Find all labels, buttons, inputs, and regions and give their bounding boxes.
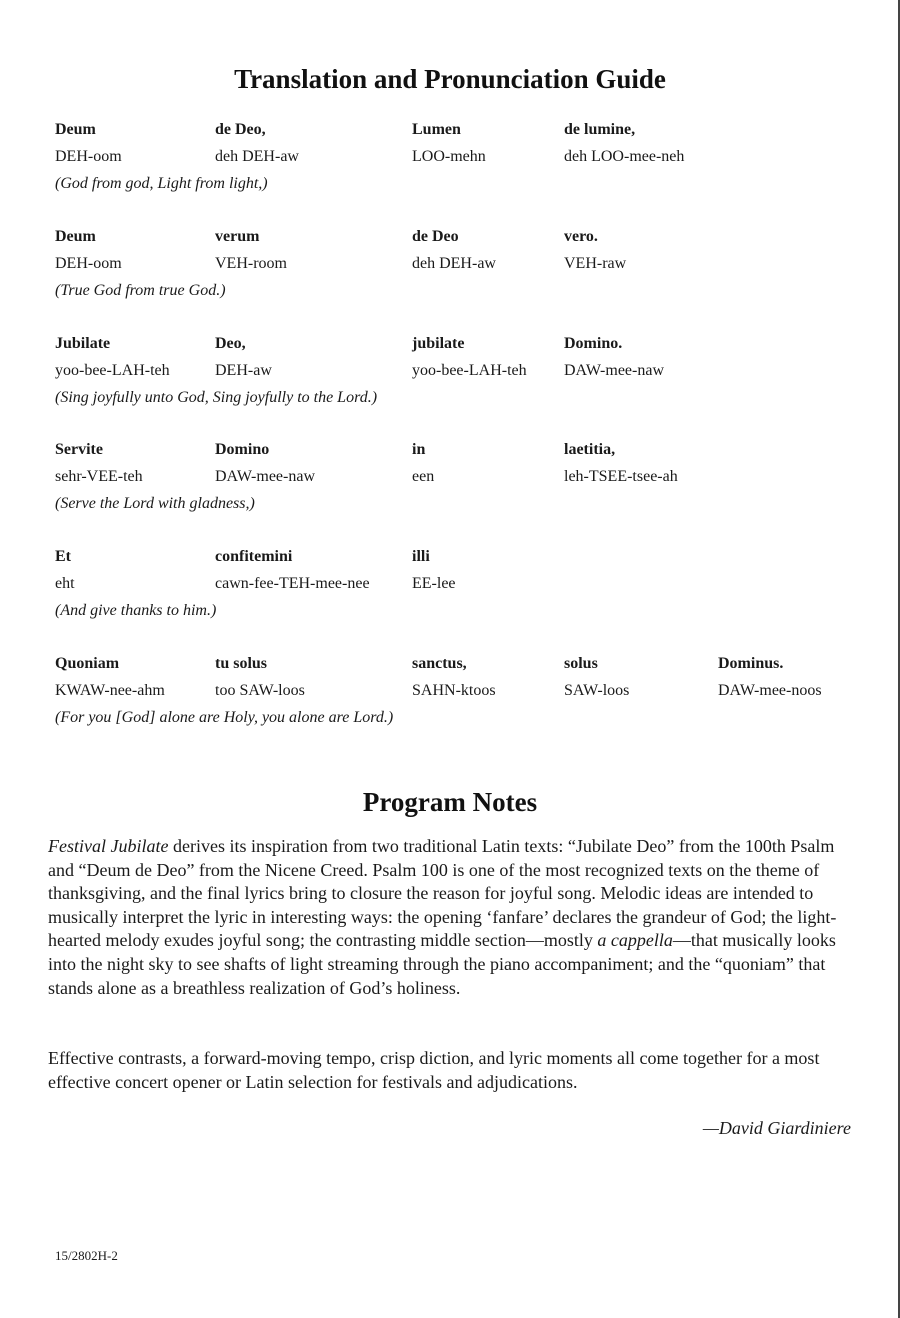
latin-word: Deum <box>55 228 96 245</box>
author-signature: —David Giardiniere <box>702 1118 851 1138</box>
latin-word: illi <box>412 548 430 565</box>
stanza-3 <box>55 335 875 415</box>
word-row <box>55 441 875 468</box>
translation: (And give thanks to him.) <box>55 602 217 619</box>
translation: (God from god, Light from light,) <box>55 175 268 192</box>
pronunciation: deh DEH-aw <box>215 148 299 165</box>
pronunciation: cawn-fee-TEH-mee-nee <box>215 575 370 592</box>
latin-word: solus <box>564 655 598 672</box>
notes-text: derives its inspiration from two traditional Latin texts: “Jubilate Deo” from the 100th Psalm and “Deum de Deo” from the Nicene Creed. Psalm 100 is one of the most recognized texts on the theme of thanksgiving, and the final lyrics bring to closure the reason for joyful song. Melodic ideas are intended to musically interpret the lyric in interesting ways: the opening ‘fanfare’ declares the grandeur of God; the light-hearted melody exudes joyful song; the contrasting middle section—mostly <box>48 836 837 951</box>
latin-word: Servite <box>55 441 103 458</box>
latin-word: Deo, <box>215 335 246 352</box>
translation: (Serve the Lord with gladness,) <box>55 495 255 512</box>
stanza-2 <box>55 228 875 308</box>
pronunciation: DEH-oom <box>55 148 122 165</box>
translation: (True God from true God.) <box>55 282 226 299</box>
pronunciation: deh DEH-aw <box>412 255 496 272</box>
latin-word: in <box>412 441 426 458</box>
latin-word: Quoniam <box>55 655 120 672</box>
stanza-6 <box>55 655 875 735</box>
a-cappella-term: a cappella <box>597 930 673 951</box>
pronunciation: EE-lee <box>412 575 456 592</box>
latin-word: de Deo <box>412 228 459 245</box>
word-row <box>55 335 875 362</box>
pronunciation-row <box>55 148 875 175</box>
stanza-1 <box>55 121 875 201</box>
stanza-5 <box>55 548 875 628</box>
program-notes-paragraph-1 <box>48 835 860 1000</box>
word-row <box>55 655 875 682</box>
word-row <box>55 121 875 148</box>
pronunciation-row <box>55 682 875 709</box>
pronunciation: VEH-raw <box>564 255 627 272</box>
pronunciation: VEH-room <box>215 255 287 272</box>
latin-word: de lumine, <box>564 121 636 138</box>
pronunciation: LOO-mehn <box>412 148 486 165</box>
catalog-number: 15/2802H-2 <box>55 1248 118 1263</box>
notes-text: —that musically looks into the night sky to see shafts of light streaming through the piano accompaniment; and the “quoniam” that stands alone as a breathless realization of God’s holiness. <box>48 930 836 998</box>
translation: (For you [God] alone are Holy, you alone are Lord.) <box>55 709 394 726</box>
pronunciation: sehr-VEE-teh <box>55 468 143 485</box>
pronunciation: DAW-mee-naw <box>215 468 316 485</box>
latin-word: tu solus <box>215 655 268 672</box>
pronunciation: een <box>412 468 435 485</box>
pronunciation: eht <box>55 575 75 592</box>
word-row <box>55 228 875 255</box>
latin-word: Domino <box>215 441 270 458</box>
stanza-4 <box>55 441 875 521</box>
notes-text: Effective contrasts, a forward-moving tempo, crisp diction, and lyric moments all come together for a most effective concert opener or Latin selection for festivals and adjudications. <box>48 1048 820 1092</box>
translation: (Sing joyfully unto God, Sing joyfully to the Lord.) <box>55 389 378 406</box>
pronunciation: SAHN-ktoos <box>412 682 496 699</box>
pronunciation: yoo-bee-LAH-teh <box>55 362 170 379</box>
pronunciation: yoo-bee-LAH-teh <box>412 362 527 379</box>
latin-word: sanctus, <box>412 655 467 672</box>
latin-word: verum <box>215 228 260 245</box>
program-notes-title: Program Notes <box>362 787 538 817</box>
latin-word: Dominus. <box>718 655 784 672</box>
pronunciation: DEH-aw <box>215 362 272 379</box>
guide-title: Translation and Pronunciation Guide <box>234 64 666 94</box>
latin-word: de Deo, <box>215 121 266 138</box>
work-title: Festival Jubilate <box>48 836 169 856</box>
latin-word: Deum <box>55 121 96 138</box>
pronunciation: deh LOO-mee-neh <box>564 148 685 165</box>
latin-word: vero. <box>564 228 598 245</box>
word-row <box>55 548 875 575</box>
pronunciation: DEH-oom <box>55 255 122 272</box>
pronunciation: DAW-mee-naw <box>564 362 665 379</box>
pronunciation: leh-TSEE-tsee-ah <box>564 468 678 485</box>
pronunciation-row <box>55 362 875 389</box>
latin-word: laetitia, <box>564 441 616 458</box>
pronunciation: too SAW-loos <box>215 682 305 699</box>
latin-word: confitemini <box>215 548 293 565</box>
pronunciation-row <box>55 468 875 495</box>
program-notes-paragraph-2 <box>48 1047 860 1094</box>
latin-word: Lumen <box>412 121 461 138</box>
latin-word: Jubilate <box>55 335 111 352</box>
pronunciation: DAW-mee-noos <box>718 682 822 699</box>
latin-word: jubilate <box>412 335 465 352</box>
latin-word: Et <box>55 548 71 565</box>
pronunciation: KWAW-nee-ahm <box>55 682 165 699</box>
pronunciation: SAW-loos <box>564 682 630 699</box>
latin-word: Domino. <box>564 335 623 352</box>
pronunciation-row <box>55 255 875 282</box>
pronunciation-row <box>55 575 875 602</box>
